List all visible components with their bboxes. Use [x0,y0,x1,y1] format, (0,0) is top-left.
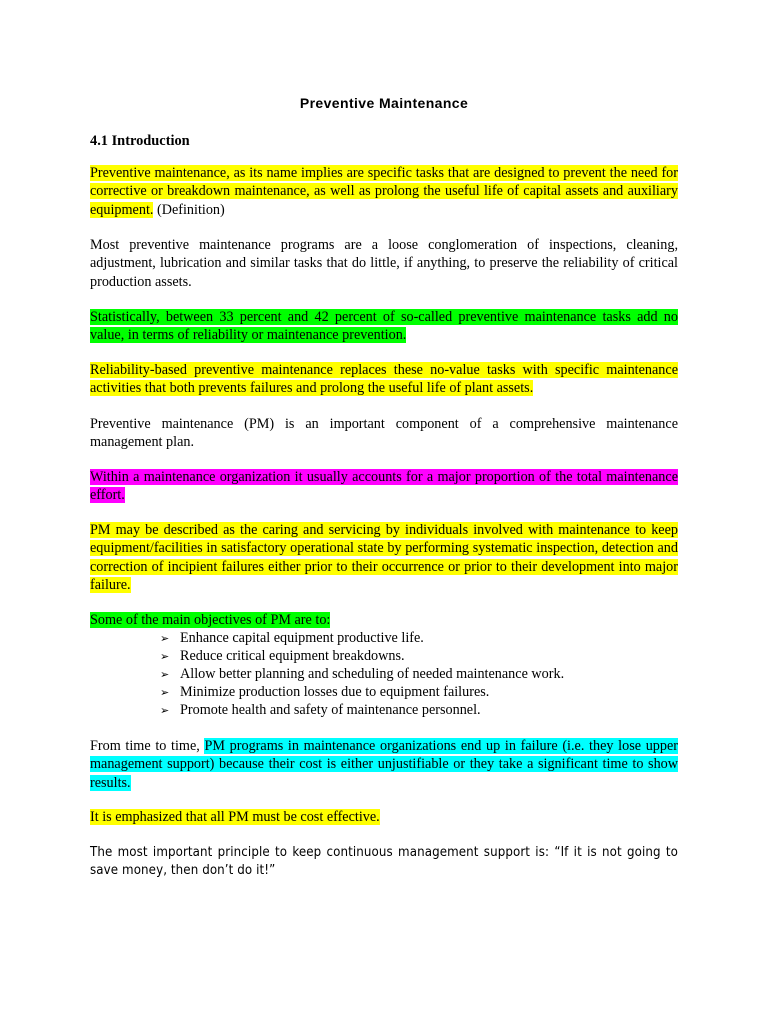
paragraph-statistics [90,308,678,345]
list-item-text: Promote health and safety of maintenance personnel. [180,702,481,719]
highlight-statistics: Statistically, between 33 percent and 42 percent of so-called preventive maintenance tasks add no value, in terms of reliability or maintenance prevention. [90,309,678,344]
paragraph-objectives-intro [90,611,678,629]
list-item [160,647,564,665]
paragraph-reliability [90,361,678,398]
list-item [160,683,564,701]
paragraph-pm-component: Preventive maintenance (PM) is an important component of a comprehensive maintenance management plan. [90,416,678,451]
arrow-bullet-icon: ➢ [160,668,170,682]
arrow-bullet-icon: ➢ [160,632,170,645]
highlight-organization: Within a maintenance organization it usually accounts for a major proportion of the total maintenance effort. [90,469,678,504]
list-item-text: Minimize production losses due to equipment failures. [180,684,490,701]
highlight-objectives-intro: Some of the main objectives of PM are to: [90,612,331,628]
highlight-reliability: Reliability-based preventive maintenance replaces these no-value tasks with specific maintenance activities that both prevents failures and prolong the useful life of plant assets. [90,362,678,397]
paragraph-programs: Most preventive maintenance programs are a loose conglomeration of inspections, cleaning, adjustment, lubrication and similar tasks that do little, if anything, to preserve the reliability of critical production assets. [90,237,678,290]
arrow-bullet-icon: ➢ [160,686,170,700]
failure-lead: From time to time, [90,738,205,754]
paragraph-failure [90,737,678,792]
paragraph-definition [90,164,678,219]
list-item [160,701,564,719]
section-heading: 4.1 Introduction [90,133,190,149]
objectives-list [160,629,564,719]
list-item [160,629,564,647]
paragraph-pm-description [90,521,678,594]
page-title: Preventive Maintenance [299,95,469,111]
paragraph-cost-effective [90,808,678,826]
list-item-text: Enhance capital equipment productive life. [180,630,424,646]
paragraph-principle: The most important principle to keep continuous management support is: “If it is not going to save money, then don’t do it!” [90,845,678,879]
list-item-text: Allow better planning and scheduling of needed maintenance work. [180,666,565,683]
list-item-text: Reduce critical equipment breakdowns. [180,648,405,665]
highlight-definition: Preventive maintenance, as its name implies are specific tasks that are designed to prevent the need for corrective or breakdown maintenance, as well as prolong the useful life of capital assets and auxiliary equipment. [90,165,678,218]
highlight-cost-effective: It is emphasized that all PM must be cost effective. [90,809,380,825]
paragraph-organization [90,468,678,505]
highlight-pm-description: PM may be described as the caring and servicing by individuals involved with maintenance to keep equipment/facilities in satisfactory operational state by performing systematic inspection, detection and correction of incipient failures either prior to their occurrence or prior to their development into major failure. [90,522,678,593]
definition-label: (Definition) [153,201,225,218]
list-item [160,665,564,683]
arrow-bullet-icon: ➢ [160,704,170,718]
arrow-bullet-icon: ➢ [160,650,170,664]
highlight-failure: PM programs in maintenance organizations end up in failure (i.e. they lose upper management support) because their cost is either unjustifiable or they take a significant time to show results. [90,738,678,791]
